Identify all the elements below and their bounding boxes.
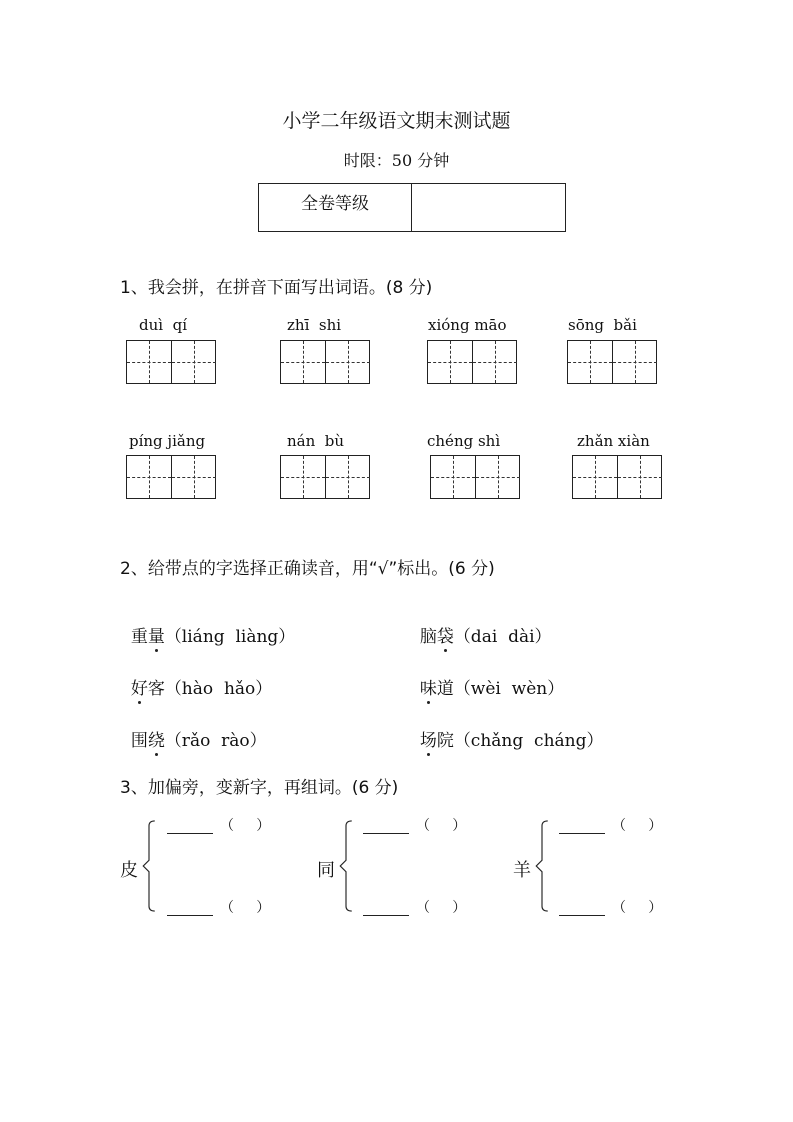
q2-heading: 2、给带点的字选择正确读音，用“√”标出。(6 分)	[120, 559, 495, 579]
word-char: 客	[147, 679, 165, 699]
dotted-char: 量	[148, 622, 165, 647]
answer-paren[interactable]: （ ）	[416, 818, 467, 834]
dotted-char: 好	[131, 674, 148, 699]
pronunciation-options: （rǎo rào）	[164, 731, 267, 751]
pinyin-label: duì qí	[139, 316, 187, 334]
brace-bracket	[339, 820, 353, 912]
q3-heading: 3、加偏旁，变新字，再组词。(6 分)	[120, 778, 399, 798]
answer-blank[interactable]	[363, 832, 409, 834]
q1-heading: 1、我会拼，在拼音下面写出词语。(8 分)	[120, 278, 433, 298]
pinyin-label: píng jiǎng	[129, 432, 206, 450]
answer-blank[interactable]	[559, 914, 605, 916]
pronunciation-item[interactable]	[120, 706, 267, 751]
word-char: 道	[436, 679, 454, 699]
page-title: 小学二年级语文期末测试题	[282, 110, 511, 132]
pronunciation-item[interactable]	[409, 654, 564, 699]
answer-blank[interactable]	[363, 914, 409, 916]
answer-paren[interactable]: （ ）	[612, 818, 663, 834]
word-char: 脑	[419, 627, 437, 647]
tianzige-box[interactable]	[126, 340, 216, 384]
tianzige-box[interactable]	[572, 455, 662, 499]
pronunciation-options: （chǎng cháng）	[453, 731, 604, 751]
answer-blank[interactable]	[167, 832, 213, 834]
base-char: 皮	[120, 860, 138, 881]
pronunciation-item[interactable]	[409, 706, 604, 751]
pronunciation-options: （dai dài）	[453, 627, 552, 647]
tianzige-box[interactable]	[567, 340, 657, 384]
dotted-char: 味	[420, 674, 437, 699]
pronunciation-options: （liáng liàng）	[164, 627, 296, 647]
word-char: 围	[130, 731, 148, 751]
pinyin-label: zhī shi	[287, 316, 342, 334]
word-char: 重	[130, 627, 148, 647]
grade-value-cell[interactable]	[412, 184, 565, 231]
tianzige-box[interactable]	[430, 455, 520, 499]
answer-paren[interactable]: （ ）	[220, 818, 271, 834]
pronunciation-item[interactable]	[120, 654, 272, 699]
base-char: 同	[317, 860, 335, 881]
dotted-char: 场	[420, 726, 437, 751]
answer-paren[interactable]: （ ）	[612, 900, 663, 916]
answer-paren[interactable]: （ ）	[416, 900, 467, 916]
pinyin-label: chéng shì	[427, 432, 501, 450]
dotted-char: 袋	[437, 622, 454, 647]
brace-bracket	[535, 820, 549, 912]
tianzige-box[interactable]	[427, 340, 517, 384]
pronunciation-item[interactable]	[120, 602, 295, 647]
grade-table	[258, 183, 566, 232]
answer-paren[interactable]: （ ）	[220, 900, 271, 916]
word-char: 院	[436, 731, 454, 751]
base-char: 羊	[513, 860, 531, 881]
pronunciation-options: （hào hǎo）	[164, 679, 273, 699]
dotted-char: 绕	[148, 726, 165, 751]
tianzige-box[interactable]	[280, 340, 370, 384]
time-limit: 时限：50 分钟	[343, 151, 450, 170]
brace-bracket	[142, 820, 156, 912]
answer-blank[interactable]	[167, 914, 213, 916]
pinyin-label: zhǎn xiàn	[577, 432, 650, 450]
pronunciation-options: （wèi wèn）	[453, 679, 565, 699]
pinyin-label: nán bù	[287, 432, 345, 450]
pinyin-label: sōng bǎi	[568, 316, 637, 334]
tianzige-box[interactable]	[280, 455, 370, 499]
pinyin-label: xióng māo	[428, 316, 507, 334]
tianzige-box[interactable]	[126, 455, 216, 499]
grade-label: 全卷等级	[259, 184, 412, 231]
pronunciation-item[interactable]	[409, 602, 552, 647]
answer-blank[interactable]	[559, 832, 605, 834]
